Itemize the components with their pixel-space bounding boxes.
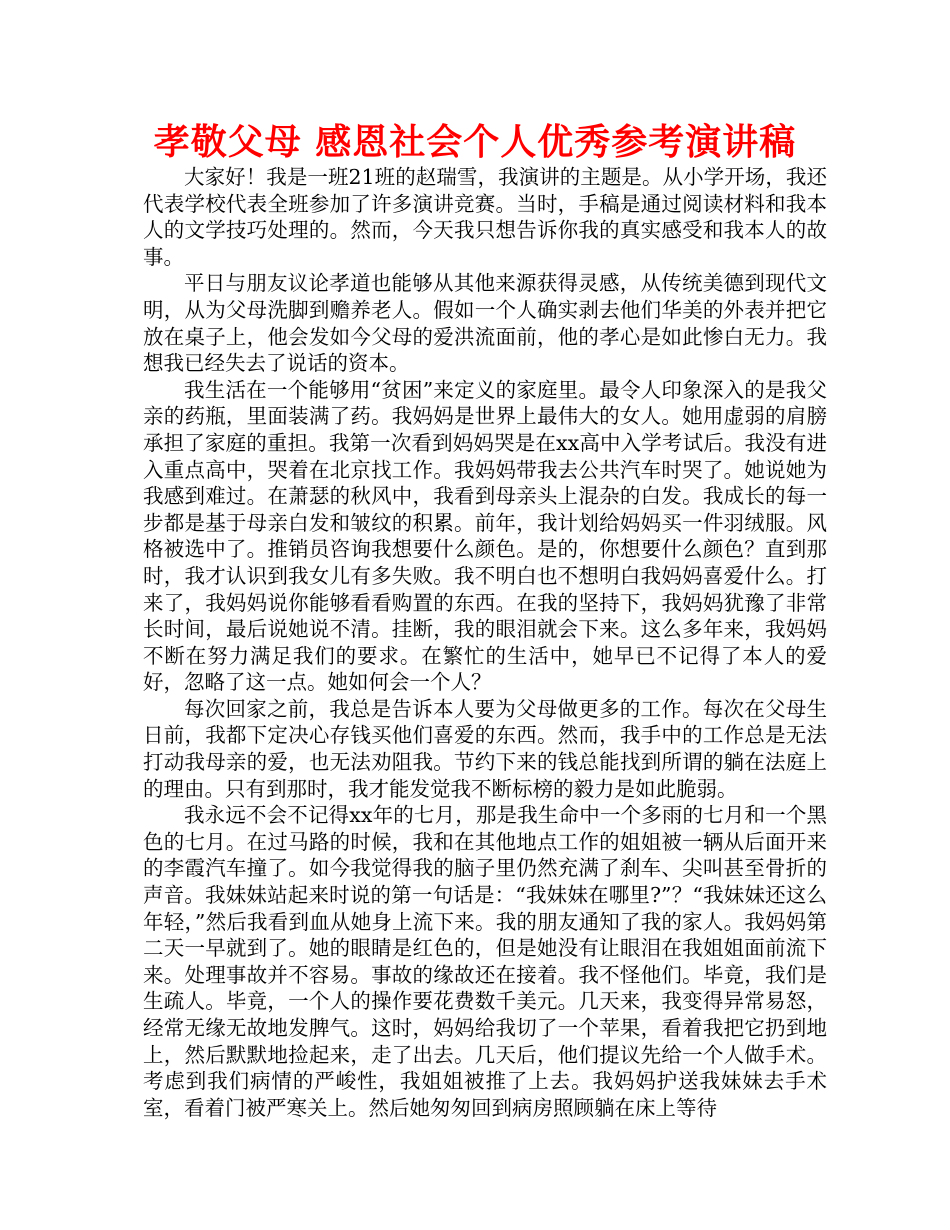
paragraph-1: 大家好！我是一班21班的赵瑞雪，我演讲的主题是。从小学开场，我还代表学校代表全班参加了许多演讲竞赛。当时，手稿是通过阅读材料和我本人的文学技巧处理的。然而，今天我只想告诉你我的真实感受和我本人的故事。 xyxy=(143,165,827,269)
document-body xyxy=(143,164,827,1121)
paragraph-2: 平日与朋友议论孝道也能够从其他来源获得灵感，从传统美德到现代文明，从为父母洗脚到赡养老人。假如一个人确实剥去他们华美的外表并把它放在桌子上，他会发如今父母的爱洪流面前，他的孝心是如此惨白无力。我想我已经失去了说话的资本。 xyxy=(143,271,827,376)
paragraph-5: 我永远不会不记得xx年的七月，那是我生命中一个多雨的七月和一个黑色的七月。在过马路的时候，我和在其他地点工作的姐姐被一辆从后面开来的李霞汽车撞了。如今我觉得我的脑子里仍然充满了刹车、尖叫甚至骨折的声音。我妹妹站起来时说的第一句话是：“我妹妹在哪里?”？“我妹妹还这么年轻，”然后我看到血从她身上流下来。我的朋友通知了我的家人。我妈妈第二天一早就到了。她的眼睛是红色的，但是她没有让眼泪在我姐姐面前流下来。处理事故并不容易。事故的缘故还在接着。我不怪他们。毕竟，我们是生疏人。毕竟，一个人的操作要花费数千美元。几天来，我变得异常易怒，经常无缘无故地发脾气。这时，妈妈给我切了一个苹果，看着我把它扔到地上，然后默默地捡起来，走了出去。几天后，他们提议先给一个人做手术。考虑到我们病情的严峻性，我姐姐被推了上去。我妈妈护送我妹妹去手术室，看着门被严寒关上。然后她匆匆回到病房照顾躺在床上等待 xyxy=(143,803,827,1120)
paragraph-4: 每次回家之前，我总是告诉本人要为父母做更多的工作。每次在父母生日前，我都下定决心存钱买他们喜爱的东西。然而，我手中的工作总是无法打动我母亲的爱，也无法劝阻我。节约下来的钱总能找到所谓的躺在法庭上的理由。只有到那时，我才能发觉我不断标榜的毅力是如此脆弱。 xyxy=(143,696,827,801)
paragraph-3: 我生活在一个能够用“贫困”来定义的家庭里。最令人印象深入的是我父亲的药瓶，里面装满了药。我妈妈是世界上最伟大的女人。她用虚弱的肩膀承担了家庭的重担。我第一次看到妈妈哭是在xx高中入学考试后。我没有进入重点高中，哭着在北京找工作。我妈妈带我去公共汽车时哭了。她说她为我感到难过。在萧瑟的秋风中，我看到母亲头上混杂的白发。我成长的每一步都是基于母亲白发和皱纹的积累。前年，我计划给妈妈买一件羽绒服。风格被选中了。推销员咨询我想要什么颜色。是的，你想要什么颜色？直到那时，我才认识到我女儿有多失败。我不明白也不想明白我妈妈喜爱什么。打来了，我妈妈说你能够看看购置的东西。在我的坚持下，我妈妈犹豫了非常长时间，最后说她说不清。挂断，我的眼泪就会下来。这么多年来，我妈妈不断在努力满足我们的要求。在繁忙的生活中，她早已不记得了本人的爱好，忽略了这一点。她如何会一个人？ xyxy=(143,377,827,695)
document-title: 孝敬父母 感恩社会个人优秀参考演讲稿 xyxy=(153,122,797,163)
